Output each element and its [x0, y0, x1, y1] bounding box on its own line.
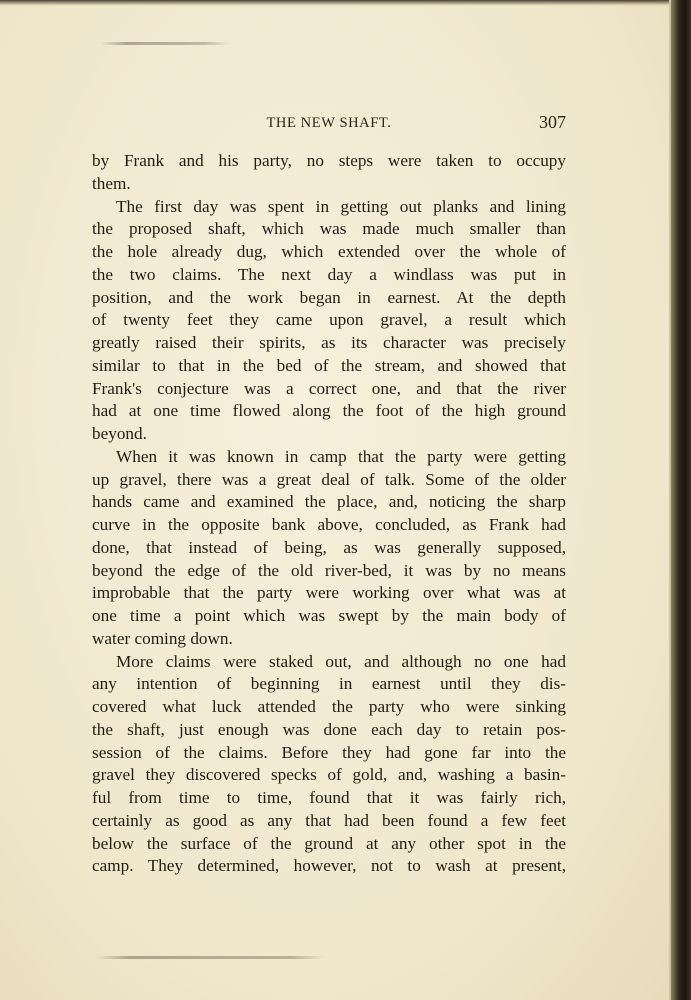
text-line: done, that instead of being, as was generally supposed, — [92, 537, 566, 557]
text-line: Frank's conjecture was a correct one, and that the river — [92, 378, 566, 398]
text-line: by Frank and his party, no steps were taken to occupy — [92, 151, 566, 170]
text-line: them. — [92, 173, 131, 193]
text-line: improbable that the party were working over what was at — [92, 583, 566, 603]
text-line: the proposed shaft, which was made much smaller than — [92, 219, 566, 239]
text-line: certainly as good as any that had been found a few feet — [92, 810, 566, 830]
text-line: water coming down. — [92, 628, 233, 648]
body-text — [92, 150, 566, 878]
text-line: similar to that in the bed of the stream, and showed that — [92, 355, 566, 375]
text-line: When it was known in camp that the party were getting — [116, 446, 566, 466]
text-line: up gravel, there was a great deal of talk. Some of the older — [92, 469, 566, 489]
text-line: the hole already dug, which extended over the whole of — [92, 242, 566, 261]
text-line: had at one time flowed along the foot of the high ground — [92, 401, 566, 421]
text-line: position, and the work began in earnest. At the depth — [92, 287, 566, 307]
text-line: hands came and examined the place, and, noticing the sharp — [92, 492, 566, 512]
text-line: curve in the opposite bank above, concluded, as Frank had — [92, 515, 566, 534]
text-line: covered what luck attended the party who were sinking — [92, 697, 566, 716]
text-line: of twenty feet they came upon gravel, a result which — [92, 310, 566, 330]
text-line: More claims were staked out, and although no one had — [116, 651, 566, 671]
text-line: session of the claims. Before they had gone far into the — [92, 742, 566, 762]
running-head — [92, 112, 566, 134]
page-top-edge — [0, 0, 671, 6]
text-line: beyond. — [92, 424, 147, 443]
text-line: below the surface of the ground at any other spot in the — [92, 833, 566, 853]
bottom-decorative-rule — [95, 956, 325, 959]
text-line: any intention of beginning in earnest until they dis- — [92, 674, 566, 694]
text-line: gravel they discovered specks of gold, and, washing a basin- — [92, 765, 566, 785]
text-line: greatly raised their spirits, as its character was precisely — [92, 333, 566, 352]
text-line: The first day was spent in getting out planks and lining — [116, 196, 566, 216]
text-line: one time a point which was swept by the main body of — [92, 606, 566, 625]
page-number: 307 — [539, 112, 566, 132]
text-line: camp. They determined, however, not to wash at present, — [92, 856, 566, 876]
book-spine — [671, 0, 691, 1000]
running-title: THE NEW SHAFT. — [266, 115, 392, 131]
text-line: the two claims. The next day a windlass was put in — [92, 264, 566, 284]
top-decorative-rule — [100, 42, 230, 45]
text-line: the shaft, just enough was done each day to retain pos- — [92, 719, 566, 739]
text-line: ful from time to time, found that it was fairly rich, — [92, 788, 566, 807]
text-line: beyond the edge of the old river-bed, it was by no means — [92, 560, 566, 580]
